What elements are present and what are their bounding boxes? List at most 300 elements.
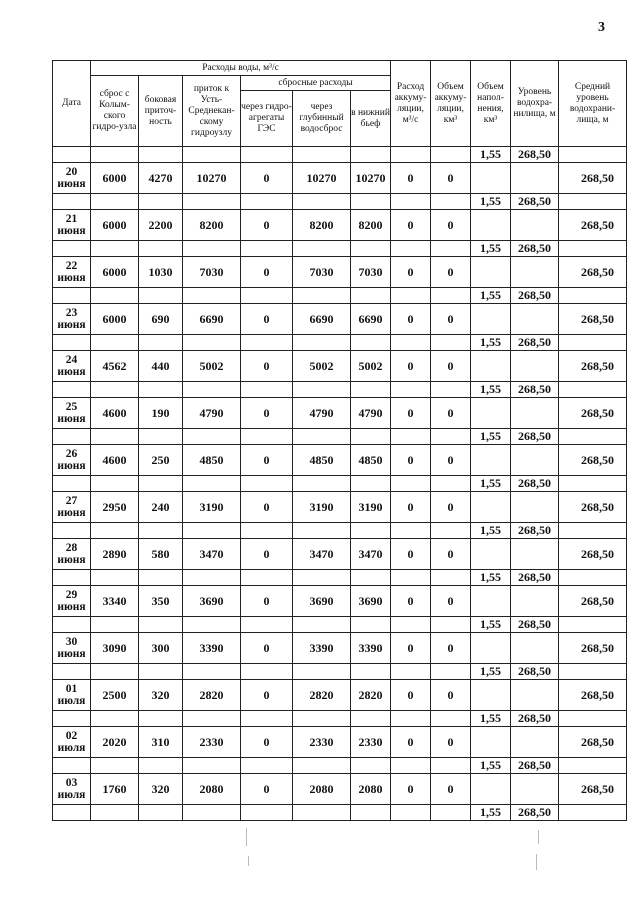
empty-cell	[91, 194, 139, 210]
tailwater-cell: 2330	[351, 727, 391, 758]
date-cell	[53, 774, 91, 805]
side-inflow-cell: 250	[139, 445, 183, 476]
date-day: 29	[65, 589, 78, 601]
tailwater-cell: 5002	[351, 351, 391, 382]
empty-cell	[559, 758, 627, 774]
release-cell: 6000	[91, 304, 139, 335]
empty-cell	[139, 476, 183, 492]
empty-cell	[559, 805, 627, 821]
accumulation-volume-cell: 0	[431, 633, 471, 664]
empty-cell	[391, 194, 431, 210]
release-cell: 1760	[91, 774, 139, 805]
empty-cell	[139, 382, 183, 398]
accumulation-volume-cell: 0	[431, 351, 471, 382]
tailwater-cell: 8200	[351, 210, 391, 241]
empty-cell	[559, 711, 627, 727]
table-row	[53, 774, 627, 805]
turbines-cell: 0	[241, 445, 293, 476]
empty-cell	[53, 241, 91, 257]
filling-volume-cell	[471, 774, 511, 805]
empty-cell	[91, 805, 139, 821]
accumulation-flow-cell: 0	[391, 257, 431, 288]
empty-cell	[183, 429, 241, 445]
turbines-cell: 0	[241, 351, 293, 382]
table-row	[53, 633, 627, 664]
accumulation-volume-cell: 0	[431, 680, 471, 711]
empty-cell	[91, 711, 139, 727]
accumulation-flow-cell: 0	[391, 445, 431, 476]
end-level-cell: 268,50	[511, 429, 559, 445]
accumulation-flow-cell: 0	[391, 586, 431, 617]
side-inflow-cell: 320	[139, 774, 183, 805]
empty-cell	[91, 476, 139, 492]
reservoir-level-cell	[511, 257, 559, 288]
end-volume-cell: 1,55	[471, 241, 511, 257]
reservoir-level-cell	[511, 163, 559, 194]
date-cell	[53, 445, 91, 476]
reservoir-flow-table	[52, 60, 627, 821]
accumulation-volume-cell: 0	[431, 257, 471, 288]
inflow-cell: 3390	[183, 633, 241, 664]
empty-cell	[391, 711, 431, 727]
empty-cell	[351, 805, 391, 821]
date-day: 28	[65, 542, 78, 554]
end-volume-cell: 1,55	[471, 664, 511, 680]
date-month: июня	[57, 601, 86, 613]
date-day: 21	[65, 213, 78, 225]
empty-cell	[53, 664, 91, 680]
empty-cell	[91, 523, 139, 539]
filling-volume-cell	[471, 257, 511, 288]
accumulation-flow-cell: 0	[391, 210, 431, 241]
inflow-cell: 8200	[183, 210, 241, 241]
empty-cell	[431, 570, 471, 586]
filling-volume-cell	[471, 680, 511, 711]
tailwater-cell: 3390	[351, 633, 391, 664]
empty-cell	[139, 241, 183, 257]
avg-level-cell: 268,50	[559, 398, 627, 429]
initial-volume-cell: 1,55	[471, 147, 511, 163]
empty-cell	[431, 241, 471, 257]
side-inflow-cell: 1030	[139, 257, 183, 288]
col-accumulation-flow-header: Расход аккуму-ляции, м³/с	[391, 61, 431, 147]
date-day: 25	[65, 401, 78, 413]
end-volume-cell: 1,55	[471, 335, 511, 351]
date-day: 22	[65, 260, 78, 272]
col-to-tailwater-header: в нижний бьеф	[351, 91, 391, 147]
accumulation-volume-cell: 0	[431, 398, 471, 429]
avg-level-cell: 268,50	[559, 210, 627, 241]
empty-cell	[91, 570, 139, 586]
filling-volume-cell	[471, 633, 511, 664]
empty-cell	[241, 664, 293, 680]
end-level-cell: 268,50	[511, 194, 559, 210]
filling-volume-cell	[471, 586, 511, 617]
date-cell	[53, 727, 91, 758]
release-cell: 4600	[91, 398, 139, 429]
date-cell	[53, 539, 91, 570]
empty-cell	[53, 429, 91, 445]
filling-volume-cell	[471, 539, 511, 570]
release-cell: 2500	[91, 680, 139, 711]
accumulation-flow-cell: 0	[391, 492, 431, 523]
end-state-row	[53, 241, 627, 257]
turbines-cell: 0	[241, 539, 293, 570]
end-volume-cell: 1,55	[471, 805, 511, 821]
col-reservoir-level-header: Уровень водохра-нилища, м	[511, 61, 559, 147]
empty-cell	[241, 429, 293, 445]
empty-cell	[53, 570, 91, 586]
inflow-cell: 4850	[183, 445, 241, 476]
end-level-cell: 268,50	[511, 382, 559, 398]
empty-cell	[293, 523, 351, 539]
date-cell	[53, 586, 91, 617]
end-state-row	[53, 570, 627, 586]
empty-cell	[53, 523, 91, 539]
empty-cell	[351, 523, 391, 539]
empty-cell	[391, 664, 431, 680]
empty-cell	[559, 429, 627, 445]
release-cell: 2890	[91, 539, 139, 570]
tailwater-cell: 4790	[351, 398, 391, 429]
reservoir-level-cell	[511, 539, 559, 570]
empty-cell	[183, 711, 241, 727]
empty-cell	[431, 429, 471, 445]
empty-cell	[351, 335, 391, 351]
empty-cell	[351, 429, 391, 445]
col-spill-flows-header: сбросные расходы	[241, 76, 391, 91]
accumulation-volume-cell: 0	[431, 727, 471, 758]
date-day: 27	[65, 495, 78, 507]
inflow-cell: 3470	[183, 539, 241, 570]
end-volume-cell: 1,55	[471, 711, 511, 727]
avg-level-cell: 268,50	[559, 633, 627, 664]
table-row	[53, 351, 627, 382]
filling-volume-cell	[471, 304, 511, 335]
empty-cell	[391, 476, 431, 492]
table-row	[53, 727, 627, 758]
empty-cell	[559, 523, 627, 539]
deep-spillway-cell: 10270	[293, 163, 351, 194]
end-level-cell: 268,50	[511, 335, 559, 351]
side-inflow-cell: 4270	[139, 163, 183, 194]
accumulation-volume-cell: 0	[431, 210, 471, 241]
inflow-cell: 3190	[183, 492, 241, 523]
turbines-cell: 0	[241, 586, 293, 617]
date-month: июня	[57, 272, 86, 284]
avg-level-cell: 268,50	[559, 727, 627, 758]
turbines-cell: 0	[241, 633, 293, 664]
end-level-cell: 268,50	[511, 476, 559, 492]
deep-spillway-cell: 5002	[293, 351, 351, 382]
tailwater-cell: 2080	[351, 774, 391, 805]
empty-cell	[241, 335, 293, 351]
col-water-flows-header: Расходы воды, м³/с	[91, 61, 391, 76]
empty-cell	[183, 382, 241, 398]
inflow-cell: 10270	[183, 163, 241, 194]
filling-volume-cell	[471, 727, 511, 758]
date-cell	[53, 492, 91, 523]
end-level-cell: 268,50	[511, 570, 559, 586]
date-day: 24	[65, 354, 78, 366]
end-volume-cell: 1,55	[471, 570, 511, 586]
deep-spillway-cell: 8200	[293, 210, 351, 241]
end-level-cell: 268,50	[511, 523, 559, 539]
initial-state-row	[53, 147, 627, 163]
inflow-cell: 6690	[183, 304, 241, 335]
empty-cell	[139, 664, 183, 680]
table-row	[53, 398, 627, 429]
date-month: июня	[57, 178, 86, 190]
end-level-cell: 268,50	[511, 805, 559, 821]
inflow-cell: 3690	[183, 586, 241, 617]
empty-cell	[431, 617, 471, 633]
side-inflow-cell: 690	[139, 304, 183, 335]
empty-cell	[241, 241, 293, 257]
date-day: 26	[65, 448, 78, 460]
date-month: июня	[57, 554, 86, 566]
empty-cell	[241, 711, 293, 727]
tailwater-cell: 3690	[351, 586, 391, 617]
reservoir-level-cell	[511, 304, 559, 335]
col-via-deep-spillway-header: через глубинный водосброс	[293, 91, 351, 147]
empty-cell	[241, 758, 293, 774]
empty-cell	[53, 335, 91, 351]
date-month: июля	[57, 742, 86, 754]
table-row	[53, 539, 627, 570]
accumulation-flow-cell: 0	[391, 539, 431, 570]
empty-cell	[91, 617, 139, 633]
col-avg-reservoir-level-header: Средний уровень водохрани-лища, м	[559, 61, 627, 147]
accumulation-volume-cell: 0	[431, 539, 471, 570]
empty-cell	[391, 805, 431, 821]
date-cell	[53, 304, 91, 335]
end-state-row	[53, 194, 627, 210]
empty-cell	[139, 194, 183, 210]
turbines-cell: 0	[241, 492, 293, 523]
turbines-cell: 0	[241, 680, 293, 711]
empty-cell	[241, 194, 293, 210]
table-row	[53, 445, 627, 476]
empty-cell	[351, 570, 391, 586]
empty-cell	[293, 617, 351, 633]
empty-cell	[293, 194, 351, 210]
empty-cell	[351, 617, 391, 633]
side-inflow-cell: 320	[139, 680, 183, 711]
empty-cell	[431, 382, 471, 398]
filling-volume-cell	[471, 210, 511, 241]
empty-cell	[293, 711, 351, 727]
turbines-cell: 0	[241, 163, 293, 194]
reservoir-level-cell	[511, 680, 559, 711]
empty-cell	[293, 664, 351, 680]
reservoir-level-cell	[511, 586, 559, 617]
empty-cell	[559, 664, 627, 680]
tailwater-cell: 3470	[351, 539, 391, 570]
empty-cell	[53, 288, 91, 304]
empty-cell	[53, 805, 91, 821]
accumulation-flow-cell: 0	[391, 680, 431, 711]
date-cell	[53, 351, 91, 382]
accumulation-volume-cell: 0	[431, 492, 471, 523]
table-row	[53, 163, 627, 194]
empty-cell	[293, 758, 351, 774]
empty-cell	[183, 523, 241, 539]
deep-spillway-cell: 4850	[293, 445, 351, 476]
end-state-row	[53, 382, 627, 398]
end-state-row	[53, 335, 627, 351]
empty-cell	[559, 194, 627, 210]
empty-cell	[53, 382, 91, 398]
empty-cell	[351, 194, 391, 210]
end-volume-cell: 1,55	[471, 476, 511, 492]
filling-volume-cell	[471, 445, 511, 476]
empty-cell	[391, 382, 431, 398]
empty-cell	[431, 711, 471, 727]
inflow-cell: 7030	[183, 257, 241, 288]
empty-cell	[91, 664, 139, 680]
deep-spillway-cell: 2080	[293, 774, 351, 805]
empty-cell	[241, 382, 293, 398]
date-day: 03	[65, 777, 78, 789]
inflow-cell: 4790	[183, 398, 241, 429]
end-state-row	[53, 288, 627, 304]
avg-level-cell: 268,50	[559, 539, 627, 570]
empty-cell	[559, 335, 627, 351]
accumulation-volume-cell: 0	[431, 304, 471, 335]
empty-cell	[241, 570, 293, 586]
reservoir-level-cell	[511, 774, 559, 805]
empty-cell	[91, 241, 139, 257]
end-state-row	[53, 476, 627, 492]
empty-cell	[431, 335, 471, 351]
side-inflow-cell: 580	[139, 539, 183, 570]
table-row	[53, 492, 627, 523]
empty-cell	[139, 335, 183, 351]
tailwater-cell: 7030	[351, 257, 391, 288]
page-number: 3	[598, 20, 605, 35]
empty-cell	[293, 241, 351, 257]
date-day: 23	[65, 307, 78, 319]
end-volume-cell: 1,55	[471, 429, 511, 445]
empty-cell	[183, 335, 241, 351]
date-month: июля	[57, 695, 86, 707]
tailwater-cell: 2820	[351, 680, 391, 711]
empty-cell	[293, 805, 351, 821]
date-cell	[53, 398, 91, 429]
empty-cell	[183, 617, 241, 633]
col-side-inflow-header: боковая приточ-ность	[139, 76, 183, 147]
empty-cell	[559, 570, 627, 586]
turbines-cell: 0	[241, 774, 293, 805]
end-level-cell: 268,50	[511, 664, 559, 680]
table-row	[53, 586, 627, 617]
date-month: июня	[57, 366, 86, 378]
accumulation-flow-cell: 0	[391, 304, 431, 335]
accumulation-flow-cell: 0	[391, 727, 431, 758]
empty-cell	[183, 241, 241, 257]
empty-cell	[53, 476, 91, 492]
release-cell: 2020	[91, 727, 139, 758]
filling-volume-cell	[471, 492, 511, 523]
end-state-row	[53, 523, 627, 539]
end-level-cell: 268,50	[511, 758, 559, 774]
col-inflow-header: приток к Усть-Среднекан-скому гидроузлу	[183, 76, 241, 147]
date-month: июня	[57, 319, 86, 331]
empty-cell	[53, 194, 91, 210]
reservoir-level-cell	[511, 398, 559, 429]
empty-cell	[351, 758, 391, 774]
end-state-row	[53, 758, 627, 774]
accumulation-volume-cell: 0	[431, 163, 471, 194]
empty-cell	[431, 288, 471, 304]
side-inflow-cell: 190	[139, 398, 183, 429]
empty-cell	[351, 711, 391, 727]
end-state-row	[53, 664, 627, 680]
turbines-cell: 0	[241, 304, 293, 335]
empty-cell	[293, 476, 351, 492]
empty-cell	[139, 805, 183, 821]
date-cell	[53, 257, 91, 288]
accumulation-volume-cell: 0	[431, 586, 471, 617]
empty-cell	[139, 570, 183, 586]
avg-level-cell: 268,50	[559, 774, 627, 805]
avg-level-cell: 268,50	[559, 586, 627, 617]
avg-level-cell: 268,50	[559, 257, 627, 288]
empty-cell	[293, 429, 351, 445]
release-cell: 2950	[91, 492, 139, 523]
deep-spillway-cell: 3190	[293, 492, 351, 523]
empty-cell	[91, 758, 139, 774]
empty-cell	[183, 664, 241, 680]
empty-cell	[241, 523, 293, 539]
end-state-row	[53, 617, 627, 633]
col-release-kolyma-header: сброс с Колым-ского гидро-узла	[91, 76, 139, 147]
turbines-cell: 0	[241, 398, 293, 429]
date-month: июня	[57, 648, 86, 660]
empty-cell	[431, 758, 471, 774]
empty-cell	[351, 476, 391, 492]
deep-spillway-cell: 2330	[293, 727, 351, 758]
end-state-row	[53, 805, 627, 821]
empty-cell	[241, 288, 293, 304]
accumulation-flow-cell: 0	[391, 398, 431, 429]
tailwater-cell: 10270	[351, 163, 391, 194]
side-inflow-cell: 300	[139, 633, 183, 664]
turbines-cell: 0	[241, 257, 293, 288]
accumulation-flow-cell: 0	[391, 163, 431, 194]
empty-cell	[391, 570, 431, 586]
end-volume-cell: 1,55	[471, 194, 511, 210]
col-filling-volume-header: Объем напол-нения, км³	[471, 61, 511, 147]
empty-cell	[241, 476, 293, 492]
accumulation-flow-cell: 0	[391, 633, 431, 664]
empty-cell	[559, 382, 627, 398]
deep-spillway-cell: 3470	[293, 539, 351, 570]
inflow-cell: 2330	[183, 727, 241, 758]
empty-cell	[431, 523, 471, 539]
end-volume-cell: 1,55	[471, 617, 511, 633]
empty-cell	[241, 805, 293, 821]
inflow-cell: 2820	[183, 680, 241, 711]
initial-level-cell: 268,50	[511, 147, 559, 163]
inflow-cell: 2080	[183, 774, 241, 805]
empty-cell	[431, 476, 471, 492]
side-inflow-cell: 2200	[139, 210, 183, 241]
empty-cell	[241, 617, 293, 633]
date-cell	[53, 210, 91, 241]
date-day: 30	[65, 636, 78, 648]
